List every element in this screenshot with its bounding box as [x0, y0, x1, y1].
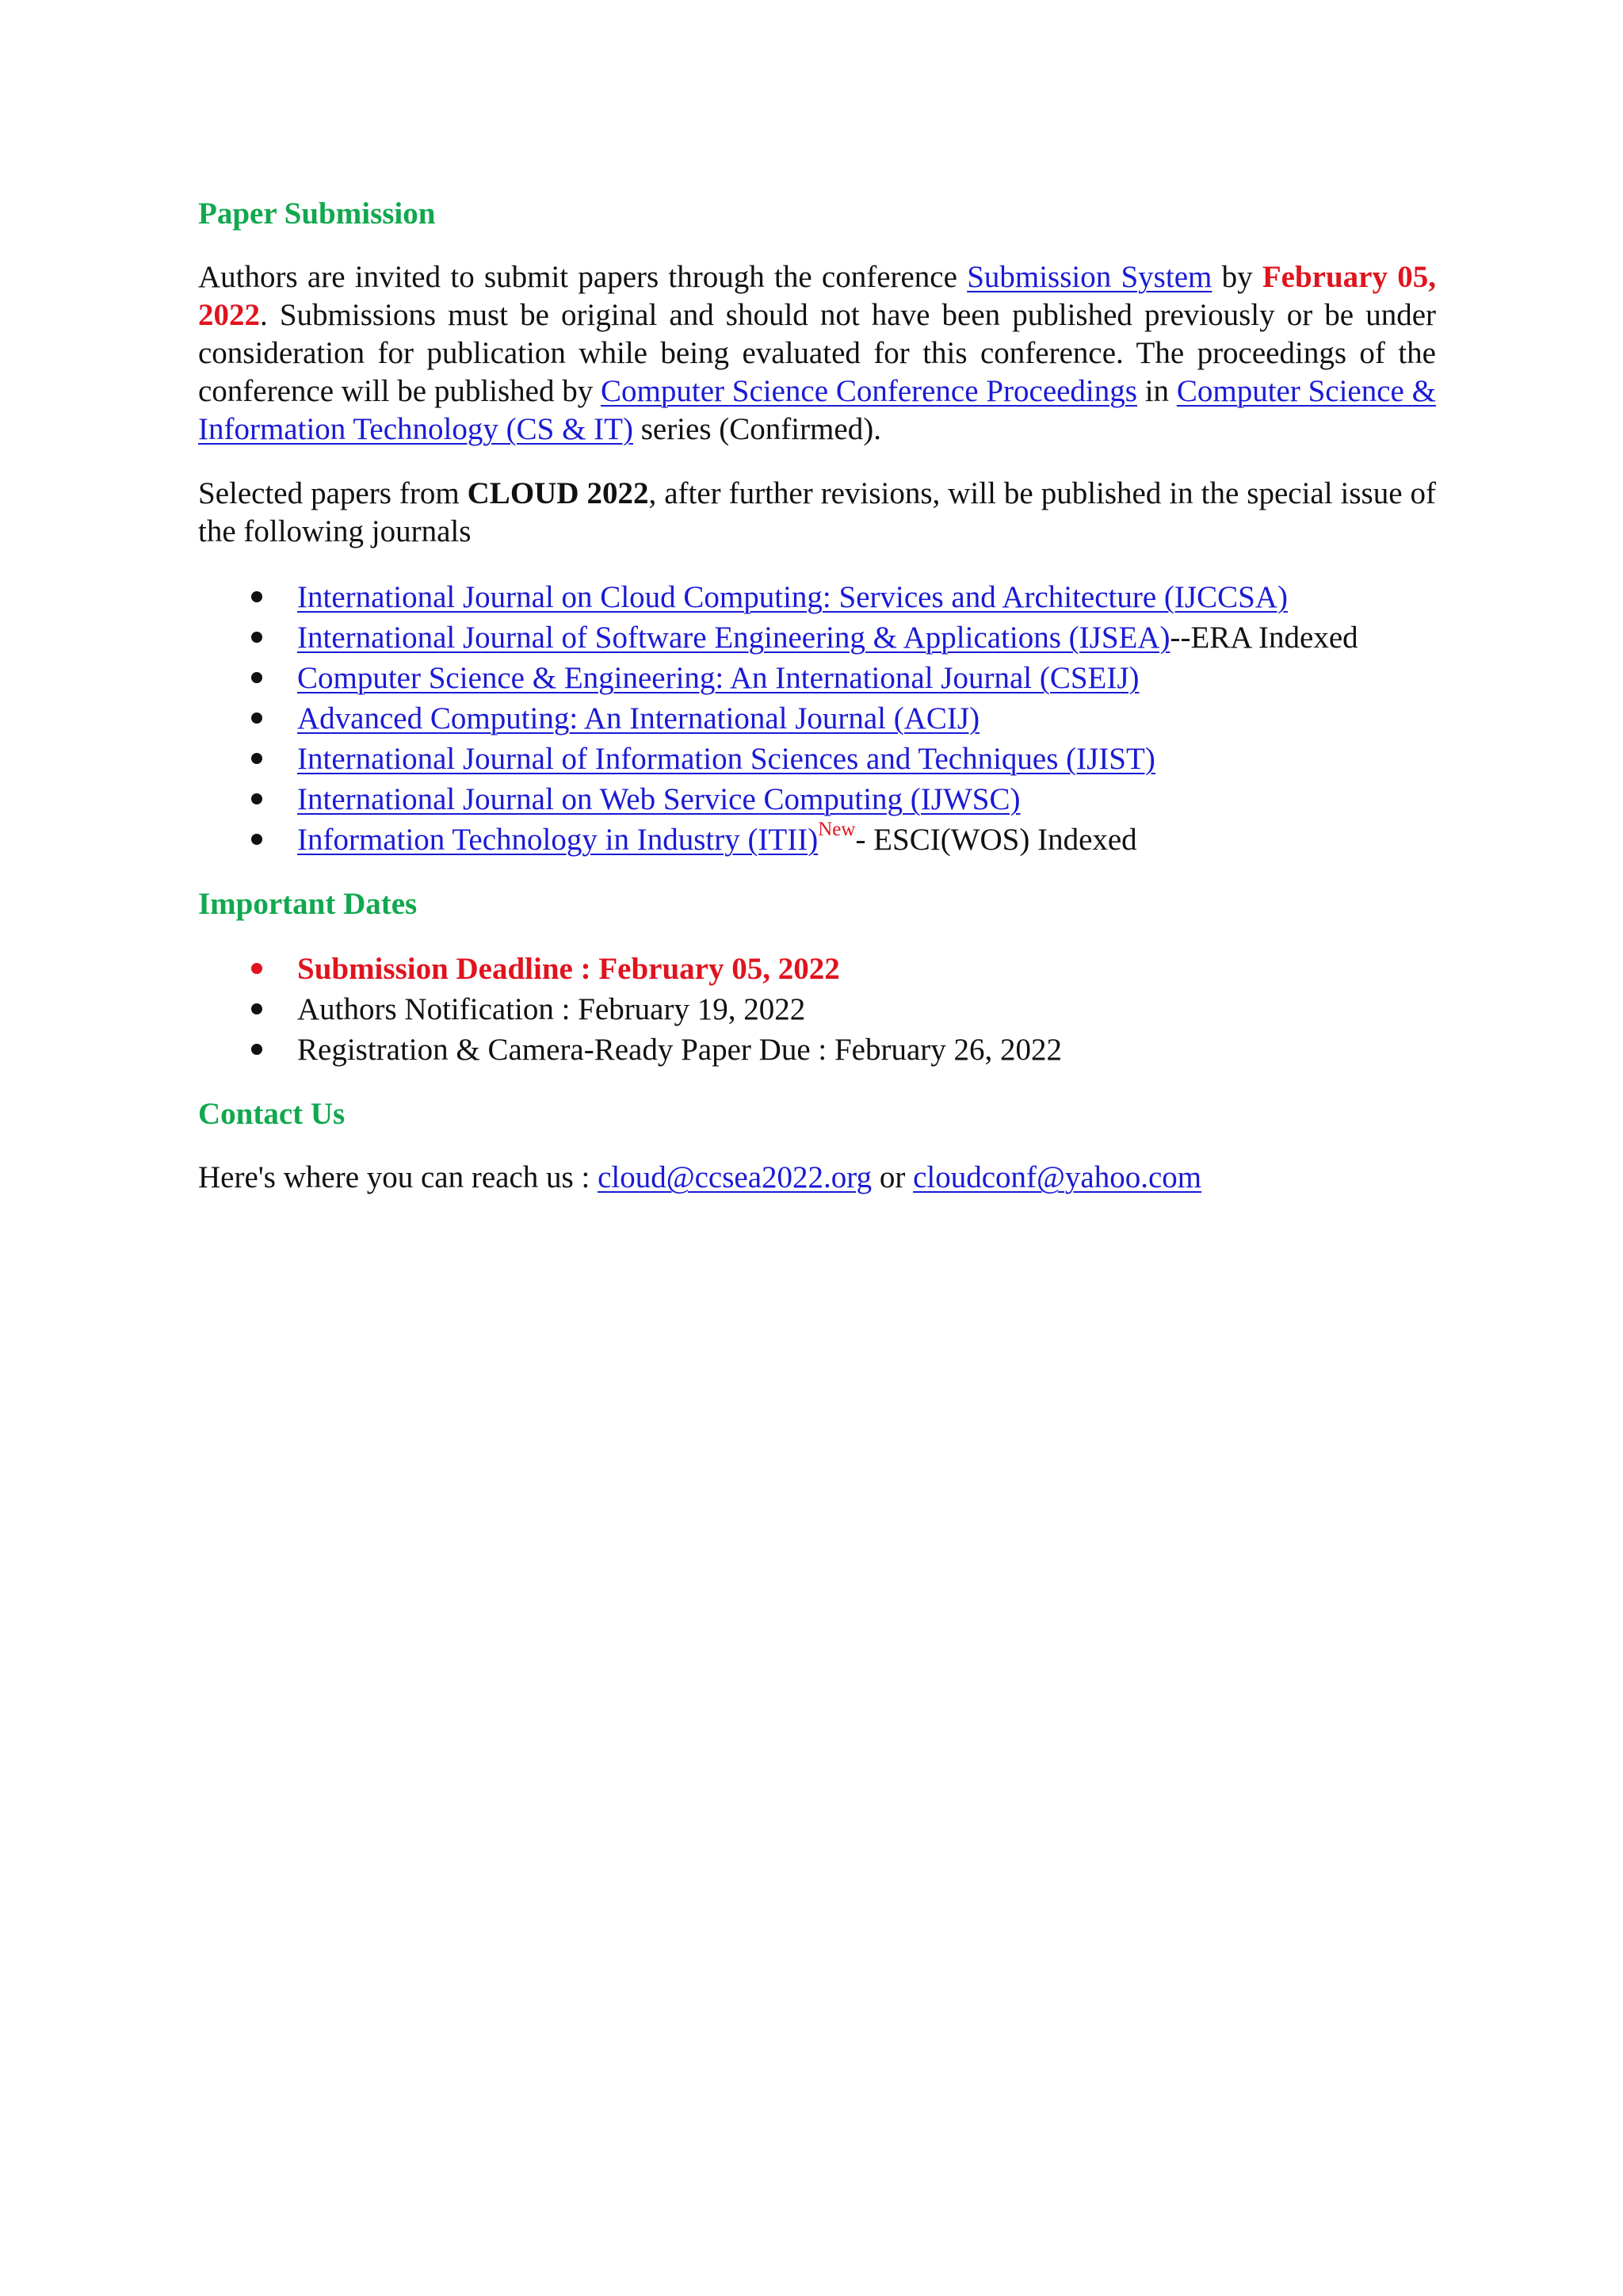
journal-suffix: --ERA Indexed — [1170, 621, 1358, 655]
journal-link-acij[interactable]: Advanced Computing: An International Journal (ACIJ) — [297, 701, 980, 735]
cscp-link[interactable]: Computer Science Conference Proceedings — [601, 374, 1137, 408]
list-item — [297, 617, 1436, 658]
bullet-icon — [251, 1044, 262, 1055]
selected-text-2: , after further revisions, will be published in the special issue of the following journals — [198, 476, 1436, 548]
paper-submission-heading: Paper Submission — [198, 197, 436, 231]
submission-text-1: Authors are invited to submit papers through the conference — [198, 260, 968, 294]
list-item — [297, 739, 1436, 779]
list-item — [297, 779, 1436, 819]
journal-link-ijccsa[interactable]: International Journal on Cloud Computing: Services and Architecture (IJCCSA) — [297, 580, 1288, 614]
bullet-icon — [251, 632, 262, 643]
journal-link-ijsea[interactable]: International Journal of Software Engineering & Applications (IJSEA) — [297, 621, 1170, 655]
submission-system-link[interactable]: Submission System — [967, 260, 1212, 294]
journal-link-ijist[interactable]: International Journal of Information Sciences and Techniques (IJIST) — [297, 742, 1155, 776]
bullet-icon — [251, 963, 262, 974]
submission-text-5: series (Confirmed). — [632, 412, 881, 446]
bullet-icon — [251, 672, 262, 683]
authors-notification-date: Authors Notification : February 19, 2022 — [297, 992, 806, 1026]
list-item — [297, 819, 1436, 860]
contact-heading: Contact Us — [198, 1097, 346, 1131]
submission-text-2: by — [1212, 260, 1262, 294]
bullet-icon — [251, 834, 262, 845]
email-link-cloud[interactable]: cloud@ccsea2022.org — [598, 1160, 873, 1194]
dates-list — [198, 949, 1436, 1070]
bullet-icon — [251, 712, 262, 724]
journal-link-itii[interactable]: Information Technology in Industry (ITII) — [297, 823, 819, 857]
registration-date: Registration & Camera-Ready Paper Due : February 26, 2022 — [297, 1033, 1063, 1067]
list-item — [297, 698, 1436, 739]
list-item — [297, 577, 1436, 617]
contact-paragraph — [198, 1159, 1436, 1197]
list-item — [297, 658, 1436, 698]
conference-name: CLOUD 2022 — [467, 476, 649, 510]
journal-suffix: - ESCI(WOS) Indexed — [855, 823, 1137, 857]
journal-link-ijwsc[interactable]: International Journal on Web Service Computing (IJWSC) — [297, 782, 1021, 816]
selected-papers-paragraph — [198, 475, 1436, 551]
submission-text-4: in — [1136, 374, 1177, 408]
journal-list — [198, 577, 1436, 860]
contact-text-1: Here's where you can reach us : — [198, 1160, 598, 1194]
journal-link-cseij[interactable]: Computer Science & Engineering: An International Journal (CSEIJ) — [297, 661, 1140, 695]
submission-paragraph — [198, 258, 1436, 449]
list-item — [297, 989, 1436, 1030]
list-item — [297, 949, 1436, 989]
important-dates-heading: Important Dates — [198, 887, 418, 921]
bullet-icon — [251, 1003, 262, 1014]
list-item — [297, 1030, 1436, 1070]
submission-deadline-inline: February 05, 2022 — [198, 260, 1436, 332]
csit-link[interactable]: Computer Science & Information Technology (CS & IT) — [198, 374, 1436, 446]
submission-deadline-date: Submission Deadline : February 05, 2022 — [297, 952, 840, 986]
bullet-icon — [251, 753, 262, 764]
bullet-icon — [251, 591, 262, 602]
bullet-icon — [251, 793, 262, 804]
email-link-yahoo[interactable]: cloudconf@yahoo.com — [913, 1160, 1202, 1194]
new-badge: New — [818, 819, 856, 840]
contact-text-2: or — [872, 1160, 914, 1194]
document-page — [198, 195, 1436, 1197]
selected-text-1: Selected papers from — [198, 476, 468, 510]
submission-text-3: . Submissions must be original and should not have been published previously or be under consideration for publication while being evaluated for this conference. The proceedings of the conference will be published by — [198, 298, 1436, 408]
